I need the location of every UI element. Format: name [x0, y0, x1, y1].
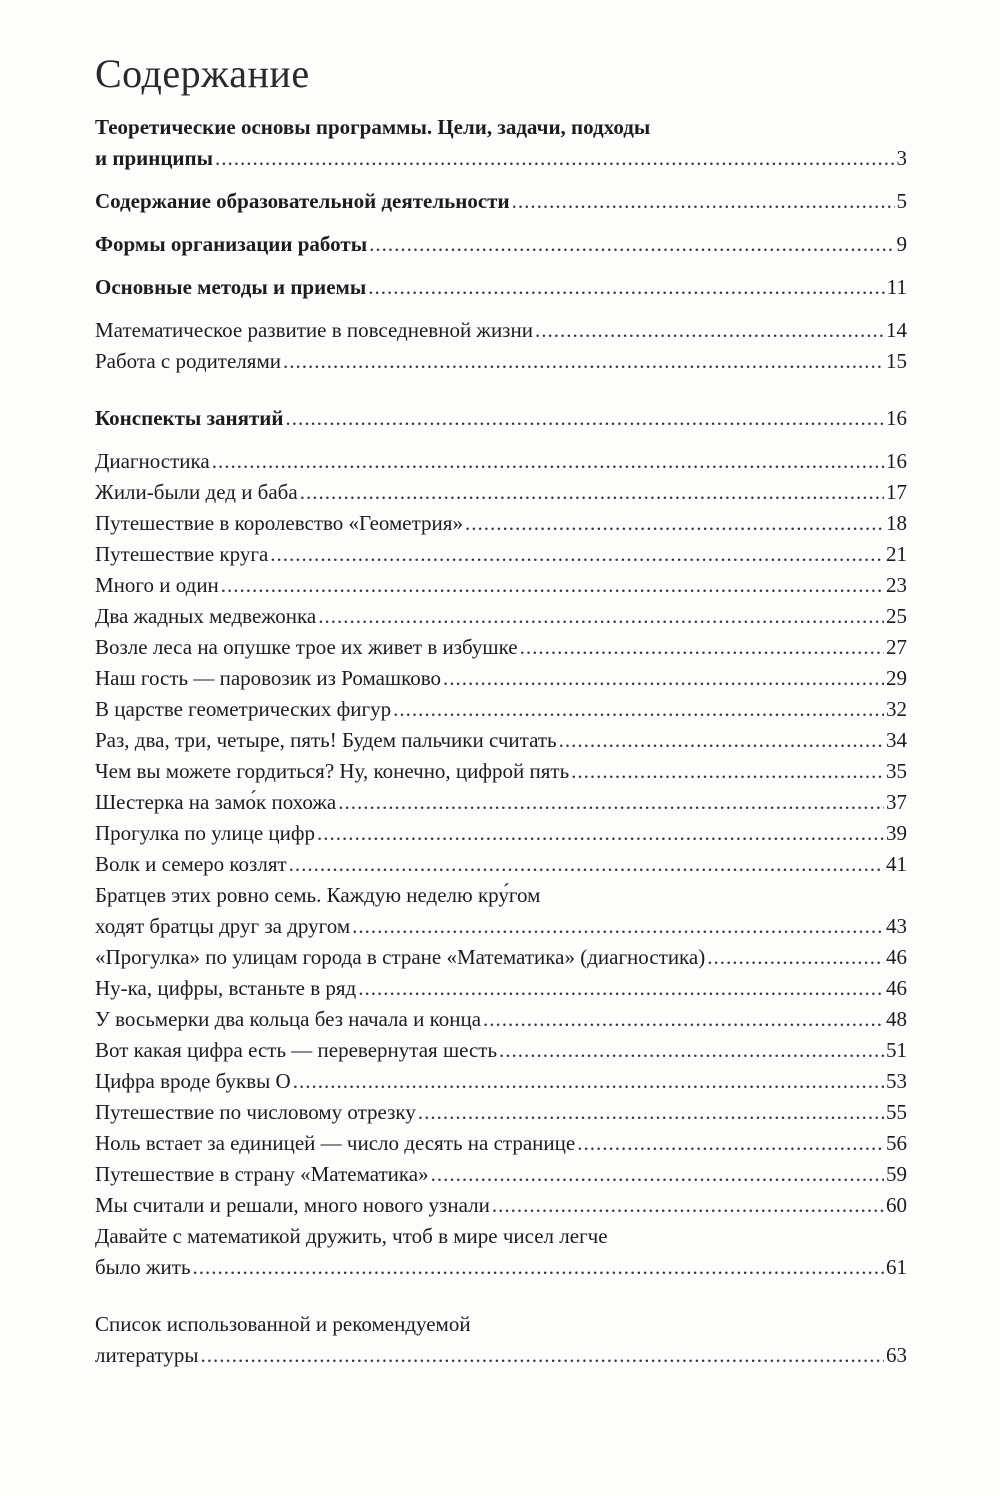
toc-entry-title-continuation: ходят братцы друг за другом: [95, 914, 351, 938]
dot-leader: [293, 1066, 884, 1097]
toc-entry: [95, 694, 907, 725]
toc-page-number: 15: [886, 349, 907, 373]
dot-leader: [369, 229, 894, 260]
toc-page-number: 14: [886, 318, 907, 342]
toc-entry: [95, 539, 907, 570]
dot-leader: [492, 1190, 884, 1221]
dot-leader: [215, 143, 894, 174]
toc-page-number: 35: [886, 759, 907, 783]
dot-leader: [520, 632, 884, 663]
dot-leader: [283, 346, 884, 377]
toc-entry: [95, 1190, 907, 1221]
toc-page-number: 41: [886, 852, 907, 876]
toc-entry-title: Список использованной и рекомендуемой: [95, 1312, 471, 1336]
toc-page-number: 55: [886, 1100, 907, 1124]
dot-leader: [201, 1340, 884, 1371]
toc-page-number: 39: [886, 821, 907, 845]
toc-entry: [95, 1221, 907, 1283]
toc-entry-title: Диагностика: [95, 449, 210, 473]
toc-page-number: 37: [886, 790, 907, 814]
toc-page-number: 29: [886, 666, 907, 690]
toc-entry: [95, 601, 907, 632]
toc-entry-title: Ноль встает за единицей — число десять на странице: [95, 1131, 576, 1155]
toc-entry-title: Содержание образовательной деятельности: [95, 189, 510, 213]
toc-entry: [95, 818, 907, 849]
toc-entry-title: Путешествие по числовому отрезку: [95, 1100, 416, 1124]
toc-page-number: 3: [896, 146, 907, 170]
dot-leader: [431, 1159, 884, 1190]
toc-entry-title-continuation: было жить: [95, 1255, 191, 1279]
toc-entry-title: Теоретические основы программы. Цели, задачи, подходы: [95, 115, 651, 139]
toc-entry: [95, 112, 907, 174]
toc-entry-title: Два жадных медвежонка: [95, 604, 317, 628]
dot-leader: [212, 446, 884, 477]
dot-leader: [512, 186, 895, 217]
toc-entry: [95, 973, 907, 1004]
dot-leader: [270, 539, 884, 570]
toc-page-number: 21: [886, 542, 907, 566]
dot-leader: [571, 756, 884, 787]
dot-leader: [707, 942, 884, 973]
toc-entry-title: Вот какая цифра есть — перевернутая шесть: [95, 1038, 498, 1062]
toc-entry: [95, 403, 907, 434]
toc-page-number: 23: [886, 573, 907, 597]
toc-page-number: 61: [886, 1255, 907, 1279]
toc-page-number: 18: [886, 511, 907, 535]
toc-entry: [95, 346, 907, 377]
toc-entry: [95, 880, 907, 942]
toc-entry: [95, 446, 907, 477]
toc-entry: [95, 632, 907, 663]
toc-entry-title: Математическое развитие в повседневной жизни: [95, 318, 533, 342]
dot-leader: [443, 663, 884, 694]
toc-page-number: 46: [886, 945, 907, 969]
toc-page-number: 46: [886, 976, 907, 1000]
toc-entry: [95, 942, 907, 973]
toc-entry: [95, 1159, 907, 1190]
toc-entry: [95, 315, 907, 346]
toc-entry-title: У восьмерки два кольца без начала и конца: [95, 1007, 482, 1031]
dot-leader: [193, 1252, 884, 1283]
toc-entry: [95, 1004, 907, 1035]
toc-page-number: 17: [886, 480, 907, 504]
toc-page-number: 63: [886, 1343, 907, 1367]
toc-page-number: 59: [886, 1162, 907, 1186]
toc-entry-title: Братцев этих ровно семь. Каждую неделю кру́гом: [95, 883, 541, 907]
dot-leader: [338, 787, 884, 818]
toc-entry: [95, 725, 907, 756]
toc-entry-title: Цифра вроде буквы О: [95, 1069, 291, 1093]
toc-entry: [95, 1097, 907, 1128]
toc-entry: [95, 756, 907, 787]
toc-entry: [95, 1128, 907, 1159]
toc-page-number: 51: [886, 1038, 907, 1062]
dot-leader: [559, 725, 884, 756]
toc-entry-title: Возле леса на опушке трое их живет в избушке: [95, 635, 518, 659]
dot-leader: [289, 849, 884, 880]
toc-page-number: 16: [886, 449, 907, 473]
toc-page-number: 60: [886, 1193, 907, 1217]
dot-leader: [317, 818, 884, 849]
toc-page-number: 25: [886, 604, 907, 628]
toc-entry-title: Мы считали и решали, много нового узнали: [95, 1193, 490, 1217]
dot-leader: [318, 601, 884, 632]
dot-leader: [483, 1004, 884, 1035]
toc-entry-title: Чем вы можете гордиться? Ну, конечно, цифрой пять: [95, 759, 570, 783]
dot-leader: [535, 315, 884, 346]
toc-entry-title: Путешествие в страну «Математика»: [95, 1162, 429, 1186]
toc-page-number: 11: [886, 275, 907, 299]
toc-entry-title: Ну-ка, цифры, встаньте в ряд: [95, 976, 357, 1000]
toc-entry-title: В царстве геометрических фигур: [95, 697, 392, 721]
dot-leader: [300, 477, 884, 508]
toc-entry-title: Давайте с математикой дружить, чтоб в мире чисел легче: [95, 1224, 608, 1248]
dot-leader: [577, 1128, 884, 1159]
page-title: Содержание: [95, 51, 310, 96]
toc-entry-title: Формы организации работы: [95, 232, 368, 256]
dot-leader: [368, 272, 885, 303]
dot-leader: [418, 1097, 884, 1128]
dot-leader: [499, 1035, 884, 1066]
toc-entry-title-continuation: литературы: [95, 1343, 199, 1367]
toc-entry-title: Раз, два, три, четыре, пять! Будем пальчики считать: [95, 728, 557, 752]
toc-page-number: 5: [896, 189, 907, 213]
toc-page-number: 32: [886, 697, 907, 721]
dot-leader: [393, 694, 884, 725]
toc-page-number: 16: [886, 406, 907, 430]
toc-page-number: 43: [886, 914, 907, 938]
toc-entry: [95, 508, 907, 539]
toc-entry: [95, 1309, 907, 1371]
toc-page: [95, 48, 907, 1371]
toc-page-number: 56: [886, 1131, 907, 1155]
toc-entry: [95, 1066, 907, 1097]
toc-page-number: 27: [886, 635, 907, 659]
toc-page-number: 9: [896, 232, 907, 256]
toc-entry: [95, 272, 907, 303]
toc-entry: [95, 477, 907, 508]
dot-leader: [358, 973, 884, 1004]
toc-entry-title: Прогулка по улице цифр: [95, 821, 315, 845]
toc-entry-title: Путешествие круга: [95, 542, 269, 566]
toc-entry: [95, 229, 907, 260]
toc-entry: [95, 663, 907, 694]
toc-entry-title: Наш гость — паровозик из Ромашково: [95, 666, 441, 690]
toc-entry: [95, 186, 907, 217]
toc-entry-title: Волк и семеро козлят: [95, 852, 287, 876]
dot-leader: [286, 403, 885, 434]
toc-entry-title: «Прогулка» по улицам города в стране «Математика» (диагностика): [95, 945, 706, 969]
dot-leader: [465, 508, 884, 539]
toc-page-number: 34: [886, 728, 907, 752]
toc-entry-title: Жили-были дед и баба: [95, 480, 298, 504]
toc-entry-title: Работа с родителями: [95, 349, 281, 373]
toc-entry-title: Шестерка на замо́к похожа: [95, 790, 337, 814]
toc-entry-title: Основные методы и приемы: [95, 275, 367, 299]
toc-entry-title-continuation: и принципы: [95, 146, 214, 170]
toc-entry-title: Конспекты занятий: [95, 406, 284, 430]
dot-leader: [352, 911, 884, 942]
toc-entry: [95, 570, 907, 601]
toc-entry-title: Путешествие в королевство «Геометрия»: [95, 511, 463, 535]
toc-page-number: 48: [886, 1007, 907, 1031]
toc-page-number: 53: [886, 1069, 907, 1093]
toc-entry: [95, 849, 907, 880]
toc-entry-title: Много и один: [95, 573, 219, 597]
toc-entry: [95, 1035, 907, 1066]
dot-leader: [221, 570, 884, 601]
table-of-contents: [95, 112, 907, 1371]
toc-entry: [95, 787, 907, 818]
